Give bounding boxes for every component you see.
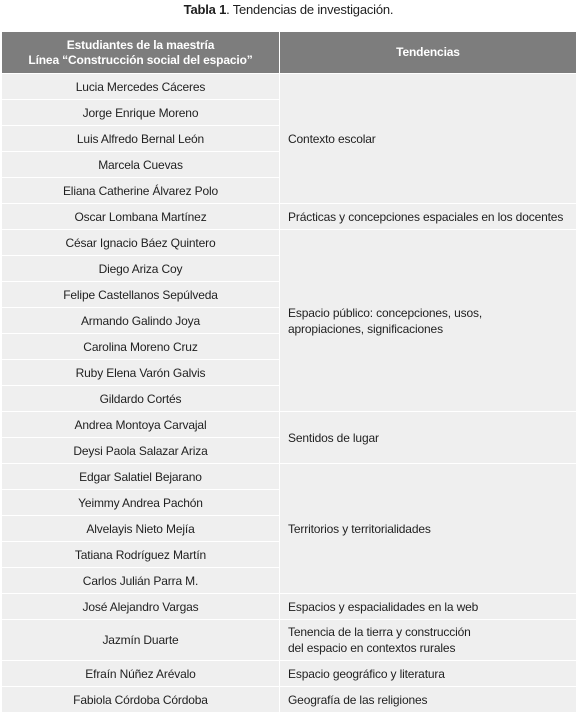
table-caption-label: Tabla 1 [183,2,227,17]
trend-text-line: Tenencia de la tierra y construcción [288,625,471,639]
trends-column-header: Tendencias [280,32,577,74]
students-column-header [2,32,280,74]
trend-cell [280,230,577,412]
trend-text-line: del espacio en contextos rurales [288,641,456,655]
student-name-cell: Efraín Núñez Arévalo [2,661,280,687]
table-row [2,204,577,230]
table-row [2,412,577,438]
student-name-cell: José Alejandro Vargas [2,594,280,620]
trend-cell [280,661,577,687]
student-name-cell: Andrea Montoya Carvajal [2,412,280,438]
student-name-cell: Carlos Julián Parra M. [2,568,280,594]
table-caption [0,0,577,20]
table-header-row [2,32,577,74]
student-name-cell: Tatiana Rodríguez Martín [2,542,280,568]
table-row [2,230,577,256]
student-name-cell: Ruby Elena Varón Galvis [2,360,280,386]
student-name-cell: Diego Ariza Coy [2,256,280,282]
trend-cell [280,204,577,230]
trend-text-line: Geografía de las religiones [288,692,428,707]
trend-text-line: Espacio público: concepciones, usos, [288,305,483,320]
table-body [2,74,577,713]
student-name-cell: César Ignacio Báez Quintero [2,230,280,256]
student-name-cell: Lucia Mercedes Cáceres [2,74,280,100]
student-name-cell: Gildardo Cortés [2,386,280,412]
student-name-cell: Carolina Moreno Cruz [2,334,280,360]
trend-cell [280,687,577,713]
trend-cell [280,74,577,204]
table-caption-text: . Tendencias de investigación. [226,2,394,17]
trend-text-line: Prácticas y concepciones espaciales en los docentes [288,209,564,224]
table-row [2,464,577,490]
trend-text-line: Territorios y territorialidades [288,521,431,536]
student-name-cell: Yeimmy Andrea Pachón [2,490,280,516]
student-name-cell: Eliana Catherine Álvarez Polo [2,178,280,204]
trend-cell [280,594,577,620]
student-name-cell: Jorge Enrique Moreno [2,100,280,126]
table-row [2,687,577,713]
table-row [2,661,577,687]
students-header-line1: Estudiantes de la maestría [66,37,215,52]
trend-cell [280,464,577,594]
student-name-cell: Alvelayis Nieto Mejía [2,516,280,542]
student-name-cell: Luis Alfredo Bernal León [2,126,280,152]
table-row [2,594,577,620]
student-name-cell: Oscar Lombana Martínez [2,204,280,230]
trend-text-line: Espacio geográfico y literatura [288,666,445,681]
research-trends-table [1,31,577,713]
trend-text-line: apropiaciones, significaciones [288,321,443,336]
student-name-cell: Fabiola Córdoba Córdoba [2,687,280,713]
trend-text-line: Contexto escolar [288,131,376,146]
table-row [2,74,577,100]
student-name-cell: Edgar Salatiel Bejarano [2,464,280,490]
trend-cell [280,620,577,661]
student-name-cell: Felipe Castellanos Sepúlveda [2,282,280,308]
table-row [2,620,577,661]
students-header-line2: Línea “Construcción social del espacio” [28,52,253,67]
trend-text-line: Espacios y espacialidades en la web [288,599,479,614]
student-name-cell: Marcela Cuevas [2,152,280,178]
student-name-cell: Deysi Paola Salazar Ariza [2,438,280,464]
trend-text-line: Sentidos de lugar [288,430,379,445]
student-name-cell: Armando Galindo Joya [2,308,280,334]
trend-cell [280,412,577,464]
student-name-cell: Jazmín Duarte [2,620,280,661]
